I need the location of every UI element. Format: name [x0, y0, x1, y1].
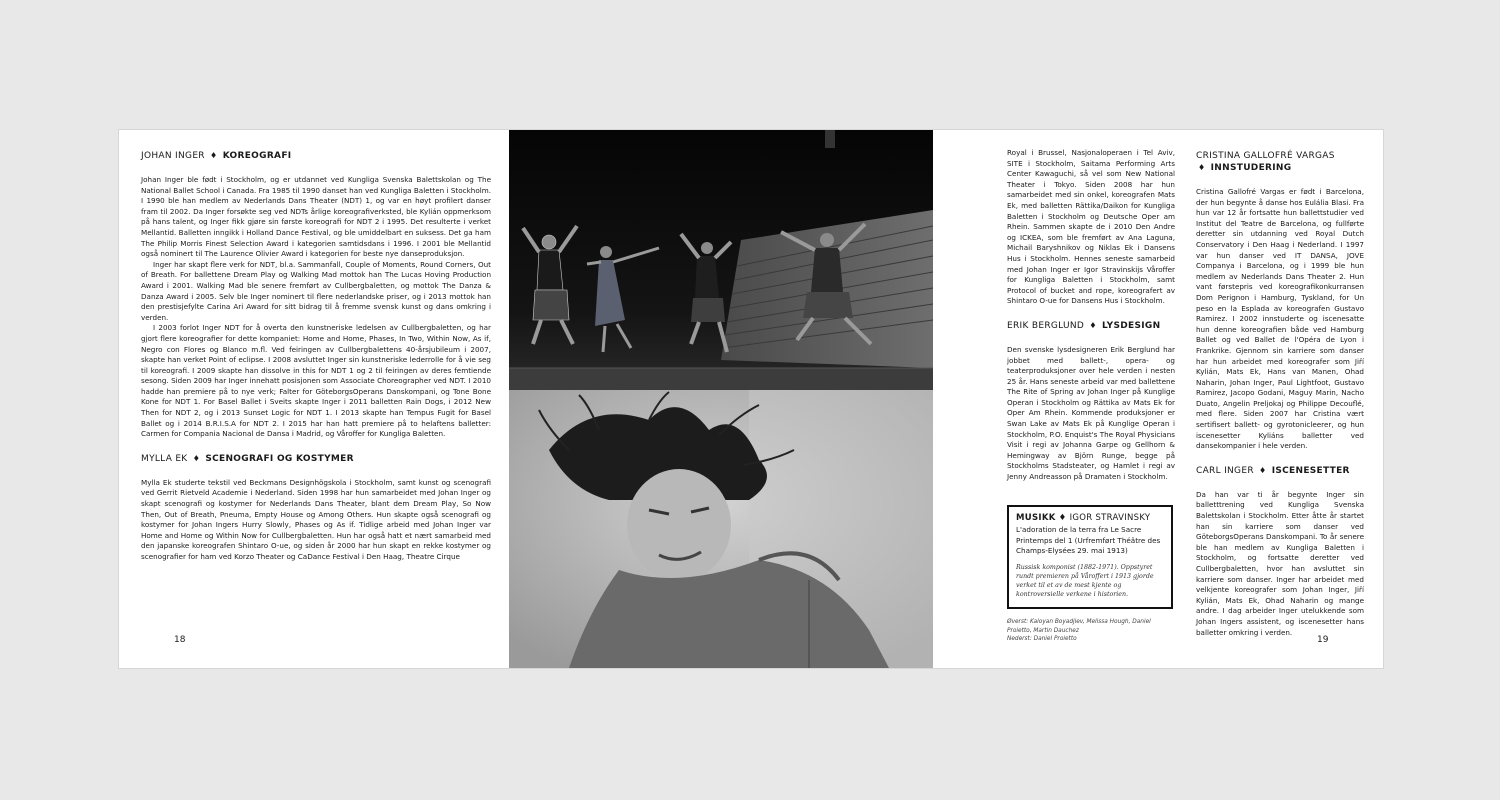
role-title: KOREOGRAFI [222, 151, 292, 161]
diamond-separator: ♦ [1259, 465, 1267, 475]
diamond-separator: ♦ [210, 151, 218, 160]
credit-bottom: Nederst: Daniel Proietto [1007, 636, 1077, 642]
diamond-separator: ♦ [1198, 163, 1206, 172]
credit-top: Øverst: Kaloyan Boyadjiev, Melissa Hough, Daniel Proietto, Martin Dauchez [1007, 619, 1151, 634]
paragraph: Da han var ti år begynte Inger sin balletttrening ved Kungliga Svenska Balettskolan i Stockholm. Etter åtte år startet han sin karriere som danser ved GöteborgsOperans Danskompani. To år senere ble han medlem av Kungliga Baletten i Stockholm, og fortsatte deretter ved Cullbergbaletten, hvor han avsluttet sin karriere som danser. Inger har arbeidet med velkjente koreografer som Johan Inger, Jiří Kylián, Mats Ek, Ohad Naharin og mange andre. I dag arbeider Inger utelukkende som Johan Ingers assistent, og iscenesetter hans balletter omkring i verden. [1196, 489, 1364, 637]
person-name: MYLLA EK [141, 453, 188, 464]
composer-name: IGOR STRAVINSKY [1069, 513, 1151, 523]
music-info-box [1007, 505, 1173, 609]
role-title: SCENOGRAFI OG KOSTYMER [205, 453, 354, 464]
section-heading-mylla-ek [141, 453, 491, 465]
paragraph: Mylla Ek studerte tekstil ved Beckmans Designhögskola i Stockholm, samt kunst og scenografi ved Gerrit Rietveld Academie i Nederland. Siden 1998 har hun samarbeidet med Johan Inger og skapt scenografi og kostymer for Nederlands Dans Theater, blant dem Dream Play, So Now Then, Out of Breath, Pneuma, Empty House og Among Others. Hun skapte også scenografi og kostymer for Johan Ingers Hurry Slowly, Phases og As if. Tidlige arbeid med Johan Inger var Home and Home og Within Now for Cullbergbaletten. Hun har også hatt et nært samarbeid med den japanske koreografen Shintaro O-ue, og siden år 2000 har hun skapt en rekke kostymer og scenografier for ham ved Korzo Theater og CaDance Festival i Den Haag, Theatre Cirque [141, 477, 491, 561]
photo-credits [1007, 618, 1167, 644]
person-name: CRISTINA GALLOFRÉ VARGAS [1196, 151, 1335, 161]
role-title: INNSTUDERING [1210, 163, 1292, 173]
paragraph: Inger har skapt flere verk for NDT, bl.a. Sammanfall, Couple of Moments, Round Corners, Out of Breath. For ballettene Dream Play og Walking Mad mottok han The Lucas Hoving Production Award i 2001. Walking Mad ble senere fremført av Cullbergbaletten, og mottok The Danza & Danza Award i 2005. Selv ble Inger nominert til flere nederlandske priser, og i 2013 mottok han den prestisjefylte Carina Ari Award for sitt bidrag til å fremme svensk kunst og dans omkring i verden. [141, 259, 491, 322]
music-work: L'adoration de la terra fra Le Sacre Printemps del 1 (Urfremført Théâtre des Champs-Elysées 29. mai 1913) [1016, 525, 1161, 556]
role-title: ISCENESETTER [1271, 465, 1350, 476]
section-heading-erik-berglund [1007, 320, 1175, 332]
section-heading-johan-inger [141, 150, 491, 162]
photo-area [509, 130, 933, 668]
paragraph: Royal i Brussel, Nasjonaloperaen i Tel Aviv, SITE i Stockholm, Saitama Performing Arts Center Kawaguchi, så vel som New National Theater i Tokyo. Siden 2008 har hun samarbeidet med sin onkel, koreografen Mats Ek, med balletten Rättika/Daikon for Kungliga Baletten i Stockholm og Deutsche Oper am Rhein. Sammen skapte de i 2010 Den Andre og ICKEA, som ble fremført av Ana Laguna, Michail Baryshnikov og Niklas Ek i Dansens Hus i Stockholm. Hennes seneste samarbeid med Johan Inger er Igor Stravinskijs Våroffer for Kungliga Baletten i Stockholm, samt Protocol of bucket and rope, koreografert av Shintaro O-ue for Dansens Hus i Stockholm. [1007, 148, 1175, 306]
book-spread [119, 130, 1383, 668]
page-number-right: 19 [1317, 635, 1329, 645]
person-name: ERIK BERGLUND [1007, 320, 1085, 331]
section-heading-cristina [1196, 150, 1364, 174]
right-text-column-2 [1196, 148, 1364, 638]
music-label: MUSIKK [1016, 513, 1056, 523]
page-number-left: 18 [174, 635, 186, 645]
dance-photo-stage [509, 130, 933, 390]
music-heading [1016, 513, 1164, 523]
person-name: CARL INGER [1196, 465, 1254, 476]
section-heading-carl-inger [1196, 465, 1364, 477]
left-text-column [141, 148, 491, 563]
diamond-separator: ♦ [1058, 513, 1067, 523]
right-text-column-1 [1007, 148, 1175, 483]
diamond-separator: ♦ [192, 453, 201, 463]
composer-note: Russisk komponist (1882-1971). Oppstyret rundt premieren på Våroffert i 1913 gjorde verket til et av de mest kjente og kontroversielle verkene i historien. [1016, 563, 1154, 598]
role-title: LYSDESIGN [1102, 320, 1161, 331]
dance-photo-portrait [509, 390, 933, 668]
paragraph: Cristina Gallofré Vargas er født i Barcelona, der hun begynte å danse hos Eulália Blasi. Fra hun var 12 år fortsatte hun ballettstudier ved Institut del Teatre de Barcelona, og fullførte deretter sin utdanning ved Royal Dutch Conservatory i Den Haag i Nederland. I 1997 var hun danser ved IT DANSA, JOVE Companya i Barcelona, og i 1999 ble hun medlem av Nederlands Dans Theater 2. Hun vant førstepris ved koreografikonkurransen Dom Perignon i Hamburg, Tyskland, for Un peso en la Esplada av koreografen Gustavo Ramirez. I 2002 innstuderte og iscenesatte hun denne koreografien både ved Hamburg Ballet og ved Ballet de l'Opéra de Lyon i Frankrike. Gjennom sin karriere som danser har hun arbeidet med koreografer som Jiří Kylián, Mats Ek, Hans van Manen, Ohad Naharin, Johan Inger, Paul Lightfoot, Gustavo Ramirez, Jacopo Godani, Maguy Marin, Nacho Duato, Angelin Preljokaj og Philippe Decouflé, med flere. Siden 2007 har Cristina vært sertifisert ballett- og gyrotonicleerer, og hun iscenesetter Kyliáns balletter ved dansekompanier i hele verden. [1196, 187, 1364, 451]
paragraph: Den svenske lysdesigneren Erik Berglund har jobbet med ballett-, opera- og teaterproduksjoner over hele verden i nesten 25 år. Hans seneste arbeid var med ballettene The Rite of Spring av Johan Inger på Kunglige Operan i Stockholm og Rättika av Mats Ek for Oper Am Rhein. Kommende produksjoner er Swan Lake av Mats Ek på Kunglige Operan i Stockholm, P.O. Enquist's The Royal Physicians Visit i regi av Johanna Garpe og Gellhorn & Hemingway av Björn Runge, begge på Stockholms Stadsteater, og Hamlet i regi av Jenny Andreasson på Dramaten i Stockholm. [1007, 344, 1175, 482]
person-name: JOHAN INGER [141, 151, 205, 161]
paragraph: Johan Inger ble født i Stockholm, og er utdannet ved Kungliga Svenska Balettskolan og The National Ballet School i Canada. Fra 1985 til 1990 danset han ved Kungliga Baletten i Stockholm. I 1990 ble han medlem av Nederlands Dans Theater (NDT) 1, og var en høyt profilert danser fram til 2002. Da Inger forsøkte seg ved NDTs årlige koreografiverksted, ble Kylián oppmerksom på hans talent, og Inger fikk gjøre sin første koreografi for NDT 2 i 1995. Det resulterte i verket Mellantid. Balletten inngikk i Holland Dance Festival, og ble umiddelbart en suksess. Det ga ham The Philip Morris Finest Selection Award i kategorien samtidsdans i 1996. I 2001 ble Mellantid også nominert til The Laurence Olivier Award i kategorien for beste nye danseproduksjon. [141, 175, 491, 259]
paragraph: I 2003 forlot Inger NDT for å overta den kunstneriske ledelsen av Cullbergbaletten, og har gjort flere koreografier for dette kompaniet: Home and Home, Phases, In Two, Within Now, As if, Negro con Flores og Blanco m.fl. Ved feiringen av Cullbergbalettens 40-årsjubileum i 2007, skapte han verket Point of eclipse. I 2008 avsluttet Inger sin kunstneriske lederrolle for å vie seg til koreografi. I 2009 skapte han dissolve in this for NDT 1 og 2 til feiringen av deres femtiende sesong. Siden 2009 har Inger innehatt posisjonen som Associate Choreographer ved NDT. I 2010 hadde han premiere på to nye verk; Falter for GöteborgsOperans Danskompani, og Tone Bone Kone for NDT 1. For Basel Ballet i Sveits skapte Inger i 2011 balletten Rain Dogs, i 2012 New Then for NDT 2, og i 2013 Sunset Logic for NDT 1. I 2013 skapte han Tempus Fugit for Basel Ballet og i 2014 B.R.I.S.A for NDT 2. I 2015 har han hatt premiere på to helaftens balletter: Carmen for Compania Nacional de Dansa i Madrid, og Våroffer for Kungliga Baletten. [141, 323, 491, 439]
diamond-separator: ♦ [1089, 320, 1097, 330]
